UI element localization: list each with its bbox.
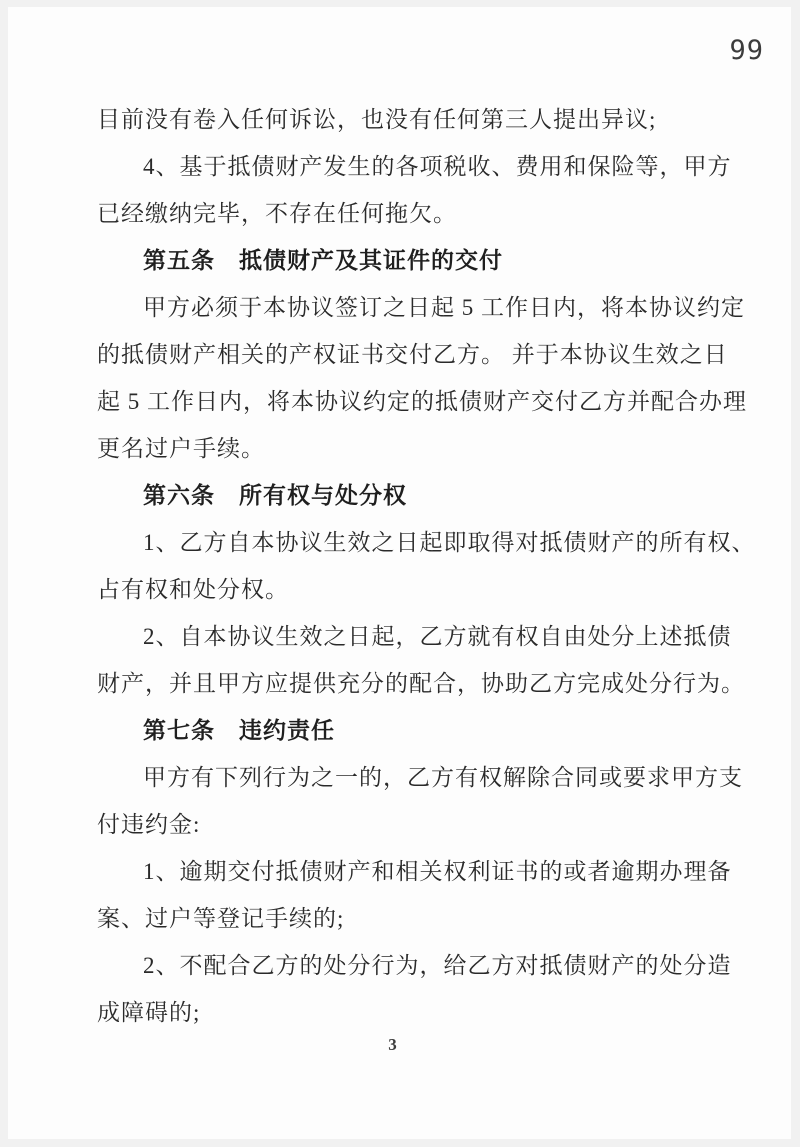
document-line: 2、不配合乙方的处分行为，给乙方对抵债财产的处分造 (143, 953, 732, 978)
document-line: 占有权和处分权。 (97, 577, 289, 602)
document-line: 第五条 抵债财产及其证件的交付 (143, 248, 503, 273)
document-line: 目前没有卷入任何诉讼，也没有任何第三人提出异议; (97, 107, 657, 132)
document-line: 1、逾期交付抵债财产和相关权利证书的或者逾期办理备 (143, 859, 732, 884)
document-page (8, 7, 791, 1139)
document-line: 财产，并且甲方应提供充分的配合，协助乙方完成处分行为。 (97, 671, 745, 696)
document-line: 付违约金: (97, 812, 201, 837)
scan-page-number: 99 (729, 35, 764, 66)
document-line: 起 5 工作日内，将本协议约定的抵债财产交付乙方并配合办理 (97, 389, 747, 414)
document-line: 已经缴纳完毕，不存在任何拖欠。 (97, 201, 457, 226)
document-line: 更名过户手续。 (97, 436, 265, 461)
document-line: 甲方必须于本协议签订之日起 5 工作日内，将本协议约定 (143, 295, 745, 320)
document-line: 甲方有下列行为之一的，乙方有权解除合同或要求甲方支 (143, 765, 743, 790)
document-line: 4、基于抵债财产发生的各项税收、费用和保险等，甲方 (143, 154, 732, 179)
document-line: 案、过户等登记手续的; (97, 906, 345, 931)
document-line: 第七条 违约责任 (143, 718, 335, 743)
document-line: 成障碍的; (97, 1000, 201, 1025)
document-line: 2、自本协议生效之日起，乙方就有权自由处分上述抵债 (143, 624, 732, 649)
document-line: 第六条 所有权与处分权 (143, 483, 407, 508)
document-line: 1、乙方自本协议生效之日起即取得对抵债财产的所有权、 (143, 530, 756, 555)
document-content (97, 96, 756, 1036)
footer-page-number: 3 (388, 1035, 397, 1054)
document-line: 的抵债财产相关的产权证书交付乙方。 并于本协议生效之日 (97, 342, 728, 367)
